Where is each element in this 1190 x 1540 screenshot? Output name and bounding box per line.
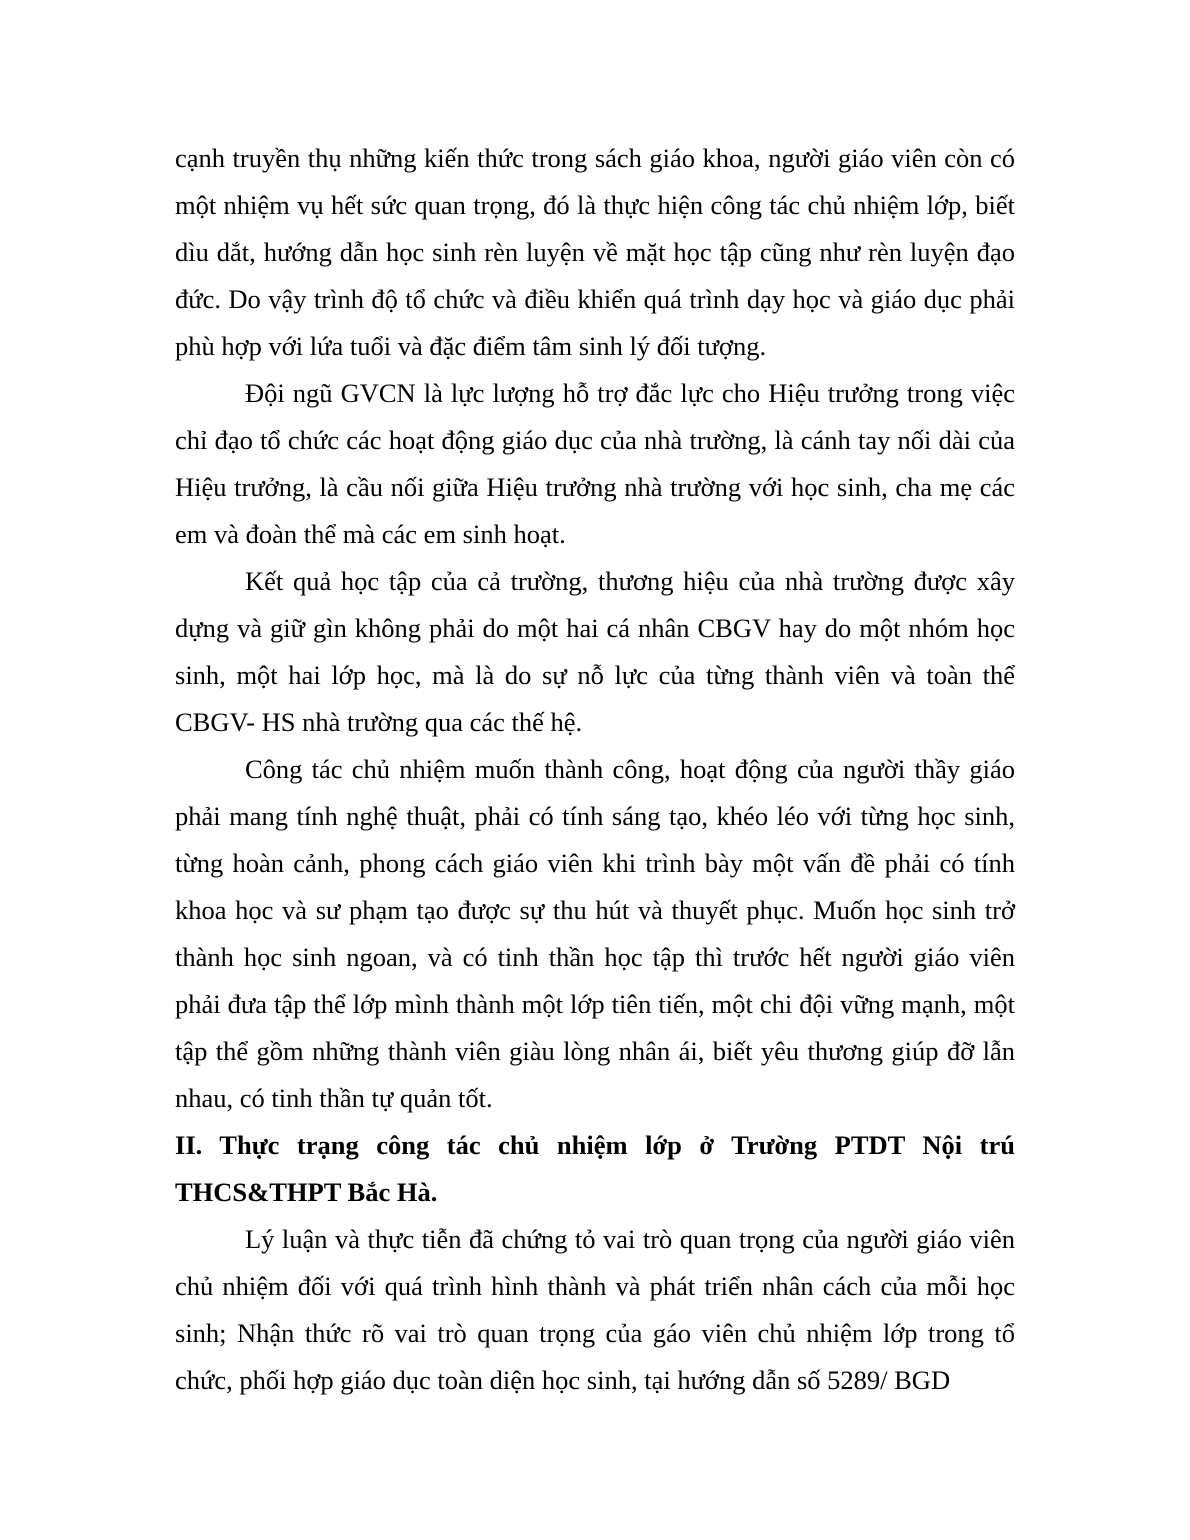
section-heading: II. Thực trạng công tác chủ nhiệm lớp ở Trường PTDT Nội trú THCS&THPT Bắc Hà. [175,1130,1015,1207]
document-page [175,135,1015,1404]
paragraph-homeroom-success: Công tác chủ nhiệm muốn thành công, hoạt động của người thầy giáo phải mang tính nghệ thuật, phải có tính sáng tạo, khéo léo với từng học sinh, từng hoàn cảnh, phong cách giáo viên khi trình bày một vấn đề phải có tính khoa học và sư phạm tạo được sự thu hút và thuyết phục. Muốn học sinh trở thành học sinh ngoan, và có tinh thần học tập thì trước hết người giáo viên phải đưa tập thể lớp mình thành một lớp tiên tiến, một chi đội vững mạnh, một tập thể gồm những thành viên giàu lòng nhân ái, biết yêu thương giúp đỡ lẫn nhau, có tinh thần tự quản tốt. [175,754,1015,1113]
paragraph-continued: cạnh truyền thụ những kiến thức trong sách giáo khoa, người giáo viên còn có một nhiệm vụ hết sức quan trọng, đó là thực hiện công tác chủ nhiệm lớp, biết dìu dắt, hướng dẫn học sinh rèn luyện về mặt học tập cũng như rèn luyện đạo đức. Do vậy trình độ tổ chức và điều khiển quá trình dạy học và giáo dục phải phù hợp với lứa tuổi và đặc điểm tâm sinh lý đối tượng. [175,143,1015,361]
paragraph-gvcn-role: Đội ngũ GVCN là lực lượng hỗ trợ đắc lực cho Hiệu trưởng trong việc chỉ đạo tổ chức các hoạt động giáo dục của nhà trường, là cánh tay nối dài của Hiệu trưởng, là cầu nối giữa Hiệu trưởng nhà trường với học sinh, cha mẹ các em và đoàn thể mà các em sinh hoạt. [175,378,1015,549]
paragraph-theory-practice: Lý luận và thực tiễn đã chứng tỏ vai trò quan trọng của người giáo viên chủ nhiệm đối với quá trình hình thành và phát triển nhân cách của mỗi học sinh; Nhận thức rõ vai trò quan trọng của gáo viên chủ nhiệm lớp trong tổ chức, phối hợp giáo dục toàn diện học sinh, tại hướng dẫn số 5289/ BGD [175,1224,1015,1395]
paragraph-school-results: Kết quả học tập của cả trường, thương hiệu của nhà trường được xây dựng và giữ gìn không phải do một hai cá nhân CBGV hay do một nhóm học sinh, một hai lớp học, mà là do sự nỗ lực của từng thành viên và toàn thể CBGV- HS nhà trường qua các thế hệ. [175,566,1015,737]
